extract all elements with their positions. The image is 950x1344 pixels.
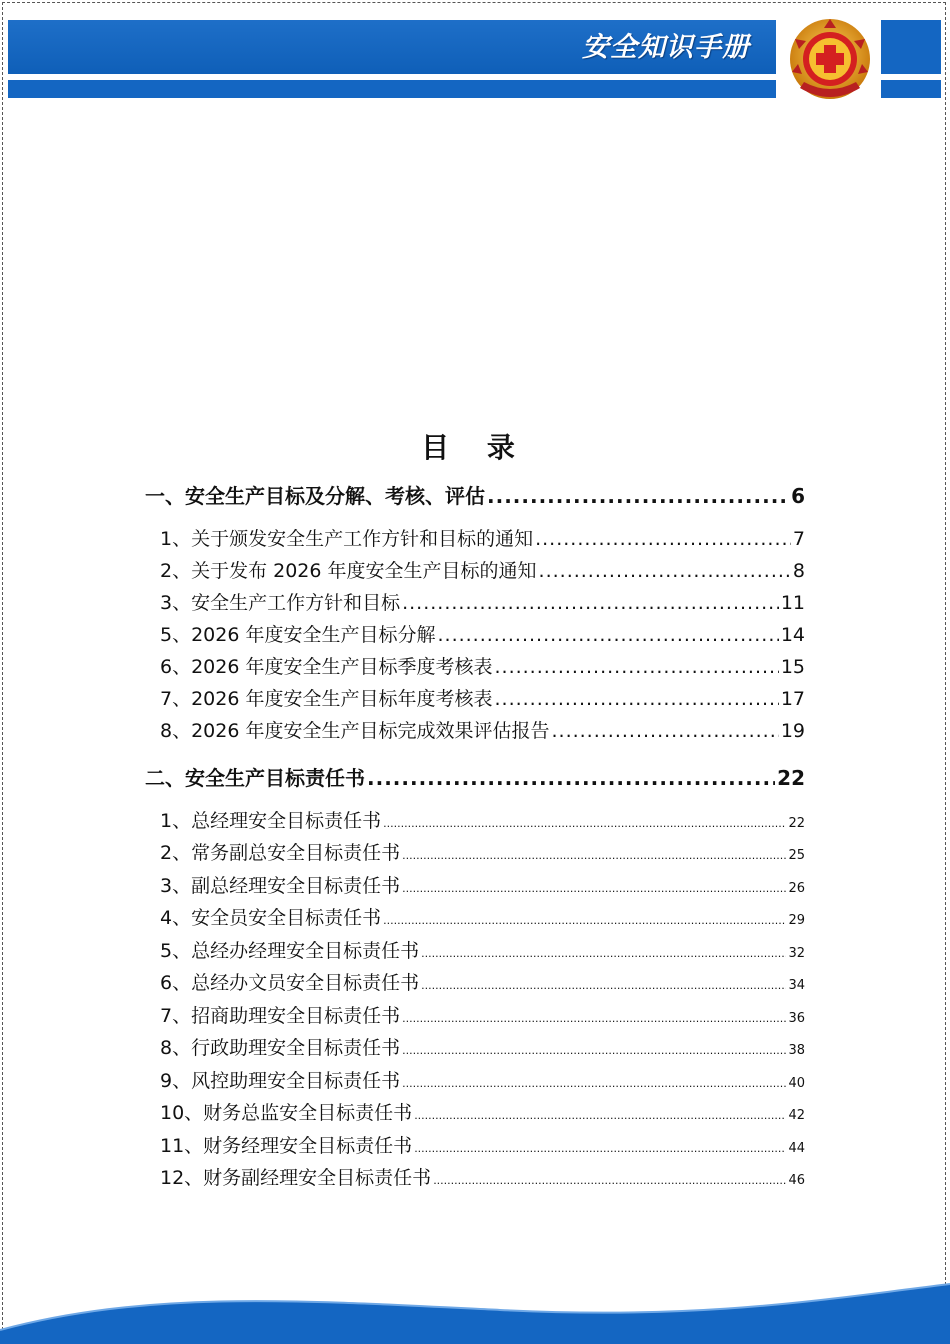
leader-dots bbox=[402, 1044, 786, 1057]
header-right-block-top bbox=[881, 20, 941, 74]
toc-item-label: 12、财务副经理安全目标责任书 bbox=[160, 1167, 432, 1189]
toc-section-label: 二、安全生产目标责任书 bbox=[145, 766, 365, 790]
toc-page-number: 42 bbox=[788, 1108, 805, 1123]
toc-item[interactable] bbox=[160, 1066, 805, 1093]
toc-item[interactable] bbox=[160, 968, 805, 995]
toc-section-label: 一、安全生产目标及分解、考核、评估 bbox=[145, 484, 485, 508]
toc-page-number: 46 bbox=[788, 1173, 805, 1188]
toc-item[interactable] bbox=[160, 871, 805, 898]
toc-item[interactable] bbox=[160, 1098, 805, 1125]
toc-page-number: 38 bbox=[788, 1043, 805, 1058]
toc-page-number: 22 bbox=[777, 766, 805, 790]
toc-item-label: 5、总经办经理安全目标责任书 bbox=[160, 940, 420, 962]
toc-page-number: 6 bbox=[791, 484, 805, 508]
toc-item-label: 3、安全生产工作方针和目标 bbox=[160, 592, 401, 614]
leader-dots bbox=[383, 817, 786, 830]
toc-item-label: 1、总经理安全目标责任书 bbox=[160, 810, 382, 832]
toc-title: 目 录 bbox=[421, 431, 529, 464]
toc-page-number: 26 bbox=[788, 881, 805, 896]
toc-item[interactable] bbox=[160, 936, 805, 963]
toc-item-label: 5、2026 年度安全生产目标分解 bbox=[160, 624, 436, 646]
toc-item[interactable] bbox=[160, 1163, 805, 1190]
leader-dots bbox=[494, 688, 778, 710]
toc-page-number: 19 bbox=[780, 720, 805, 742]
leader-dots bbox=[414, 1109, 786, 1122]
leader-dots bbox=[402, 1012, 786, 1025]
toc-item-label: 4、安全员安全目标责任书 bbox=[160, 907, 382, 929]
toc-page-number: 32 bbox=[788, 946, 805, 961]
toc-item-label: 7、招商助理安全目标责任书 bbox=[160, 1005, 401, 1027]
toc-page-number: 8 bbox=[792, 560, 805, 582]
toc-page-number: 34 bbox=[788, 978, 805, 993]
leader-dots bbox=[421, 947, 786, 960]
toc-item[interactable] bbox=[160, 588, 805, 615]
toc-item[interactable] bbox=[160, 556, 805, 583]
toc-item-label: 7、2026 年度安全生产目标年度考核表 bbox=[160, 688, 493, 710]
toc-item-label: 6、2026 年度安全生产目标季度考核表 bbox=[160, 656, 493, 678]
toc-page-number: 14 bbox=[780, 624, 805, 646]
toc-item[interactable] bbox=[160, 1001, 805, 1028]
toc-item-label: 6、总经办文员安全目标责任书 bbox=[160, 972, 420, 994]
header-title: 安全知识手册 bbox=[582, 32, 750, 63]
toc-item-label: 1、关于颁发安全生产工作方针和目标的通知 bbox=[160, 528, 534, 550]
leader-dots bbox=[487, 484, 789, 508]
toc-page-number: 7 bbox=[792, 528, 805, 550]
footer-wave-decoration bbox=[0, 1270, 950, 1344]
toc-section-1[interactable] bbox=[145, 480, 805, 509]
leader-dots bbox=[367, 766, 775, 790]
leader-dots bbox=[402, 1077, 786, 1090]
leader-dots bbox=[433, 1174, 786, 1187]
toc-item-label: 8、行政助理安全目标责任书 bbox=[160, 1037, 401, 1059]
toc-item-label: 2、常务副总安全目标责任书 bbox=[160, 842, 401, 864]
leader-dots bbox=[539, 560, 791, 582]
toc-item[interactable] bbox=[160, 1033, 805, 1060]
leader-dots bbox=[402, 882, 786, 895]
toc-item[interactable] bbox=[160, 716, 805, 743]
leader-dots bbox=[414, 1142, 786, 1155]
leader-dots bbox=[535, 528, 791, 550]
toc-item-label: 3、副总经理安全目标责任书 bbox=[160, 875, 401, 897]
leader-dots bbox=[383, 914, 786, 927]
toc-item[interactable] bbox=[160, 903, 805, 930]
toc-page-number: 29 bbox=[788, 913, 805, 928]
safety-emblem-icon bbox=[784, 14, 876, 104]
header-right-block-bottom bbox=[881, 80, 941, 98]
toc-page-number: 22 bbox=[788, 816, 805, 831]
toc-page-number: 40 bbox=[788, 1076, 805, 1091]
leader-dots bbox=[402, 849, 786, 862]
toc-item[interactable] bbox=[160, 806, 805, 833]
toc-item[interactable] bbox=[160, 652, 805, 679]
toc-item[interactable] bbox=[160, 524, 805, 551]
toc-item-label: 11、财务经理安全目标责任书 bbox=[160, 1135, 413, 1157]
leader-dots bbox=[551, 720, 778, 742]
toc-item-label: 9、风控助理安全目标责任书 bbox=[160, 1070, 401, 1092]
leader-dots bbox=[402, 592, 779, 614]
leader-dots bbox=[494, 656, 778, 678]
toc-item[interactable] bbox=[160, 1131, 805, 1158]
toc-item[interactable] bbox=[160, 838, 805, 865]
toc-page-number: 11 bbox=[780, 592, 805, 614]
toc-page-number: 25 bbox=[788, 848, 805, 863]
toc-page-number: 17 bbox=[780, 688, 805, 710]
leader-dots bbox=[437, 624, 778, 646]
toc-page-number: 44 bbox=[788, 1141, 805, 1156]
toc-item[interactable] bbox=[160, 684, 805, 711]
toc-page-number: 36 bbox=[788, 1011, 805, 1026]
toc-item-label: 8、2026 年度安全生产目标完成效果评估报告 bbox=[160, 720, 550, 742]
toc-item-label: 2、关于发布 2026 年度安全生产目标的通知 bbox=[160, 560, 537, 582]
toc-page-number: 15 bbox=[780, 656, 805, 678]
toc-section-2[interactable] bbox=[145, 762, 805, 791]
toc-item-label: 10、财务总监安全目标责任书 bbox=[160, 1102, 413, 1124]
toc-item[interactable] bbox=[160, 620, 805, 647]
header-band-bottom bbox=[8, 80, 776, 98]
leader-dots bbox=[421, 979, 786, 992]
